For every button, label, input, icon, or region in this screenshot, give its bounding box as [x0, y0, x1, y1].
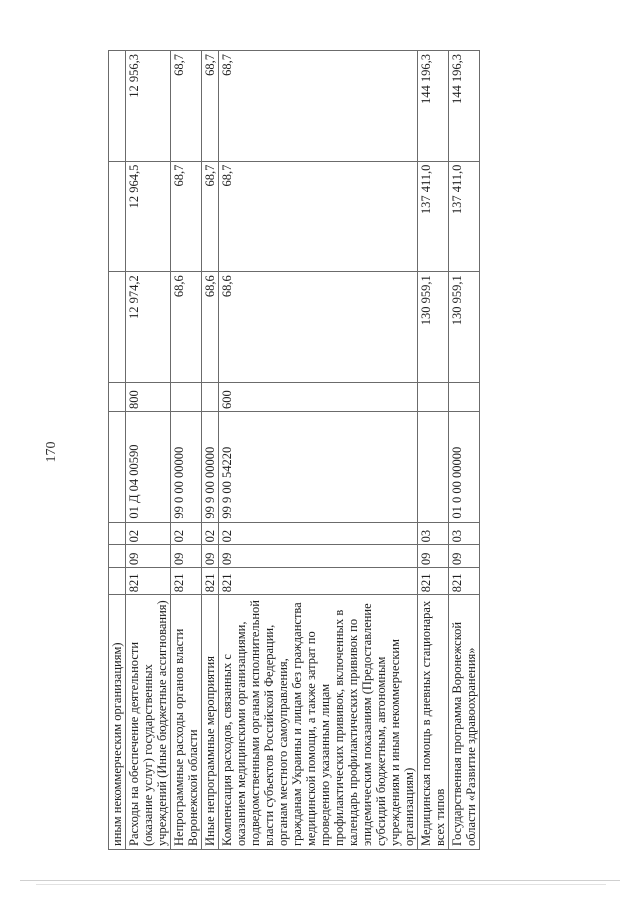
expense-type-cell	[449, 382, 480, 411]
row-name-cell: иным некоммерческим организациям)	[109, 595, 126, 850]
row-name-cell: Расходы на обеспечение деятельности (оказание услуг) государственных учреждений (Иные бюджетные ассигнования)	[126, 595, 171, 850]
target-article-cell	[418, 412, 449, 523]
subsection-code-cell: 02	[171, 522, 202, 545]
scan-edge-line-2	[36, 884, 606, 885]
ministry-code-cell: 821	[418, 568, 449, 595]
amount-year-2-cell: 68,7	[171, 161, 202, 272]
subsection-code-cell: 02	[219, 522, 418, 545]
section-code-cell: 09	[449, 545, 480, 568]
table-row	[418, 51, 449, 850]
amount-year-2-cell: 68,7	[219, 161, 418, 272]
target-article-cell: 01 Д 04 00590	[126, 412, 171, 523]
row-name-cell: Компенсация расходов, связанных с оказанием медицинскими организациями, подведомственными органам исполнительной власти субъектов Российской Федерации, органам местного самоуправления, гражданам Украины и лицам без гражданства медицинской помощи, а также затрат по проведению указанным лицам профилактических прививок, включенных в календарь профилактических прививок по эпидемическим показаниям (Предоставление субсидий бюджетным, автономным учреждениям и иным некоммерческим организациям)	[219, 595, 418, 850]
table-row	[109, 51, 126, 850]
amount-year-2-cell: 68,7	[202, 161, 219, 272]
page-number: 170	[44, 441, 59, 463]
expense-type-cell: 600	[219, 382, 418, 411]
scan-edge-line	[20, 880, 620, 881]
amount-year-1-cell: 68,6	[202, 272, 219, 383]
section-code-cell: 09	[202, 545, 219, 568]
section-code-cell	[109, 545, 126, 568]
target-article-cell: 99 9 00 54220	[219, 412, 418, 523]
subsection-code-cell	[109, 522, 126, 545]
amount-year-1-cell: 12 974,2	[126, 272, 171, 383]
section-code-cell: 09	[418, 545, 449, 568]
section-code-cell: 09	[219, 545, 418, 568]
amount-year-3-cell: 12 956,3	[126, 51, 171, 162]
ministry-code-cell: 821	[126, 568, 171, 595]
section-code-cell: 09	[126, 545, 171, 568]
amount-year-2-cell	[109, 161, 126, 272]
target-article-cell: 99 0 00 00000	[171, 412, 202, 523]
subsection-code-cell: 03	[418, 522, 449, 545]
ministry-code-cell: 821	[219, 568, 418, 595]
target-article-cell: 01 0 00 00000	[449, 412, 480, 523]
expense-type-cell	[202, 382, 219, 411]
expense-type-cell	[171, 382, 202, 411]
amount-year-3-cell: 144 196,3	[449, 51, 480, 162]
target-article-cell	[109, 412, 126, 523]
amount-year-2-cell: 137 411,0	[449, 161, 480, 272]
subsection-code-cell: 03	[449, 522, 480, 545]
amount-year-3-cell: 68,7	[202, 51, 219, 162]
ministry-code-cell	[109, 568, 126, 595]
amount-year-3-cell: 144 196,3	[418, 51, 449, 162]
table-row	[171, 51, 202, 850]
table-row	[126, 51, 171, 850]
subsection-code-cell: 02	[126, 522, 171, 545]
amount-year-3-cell: 68,7	[219, 51, 418, 162]
rotated-table-page	[108, 50, 558, 850]
table-row	[202, 51, 219, 850]
amount-year-2-cell: 12 964,5	[126, 161, 171, 272]
row-name-cell: Непрограммные расходы органов власти Воронежской области	[171, 595, 202, 850]
amount-year-3-cell	[109, 51, 126, 162]
subsection-code-cell: 02	[202, 522, 219, 545]
amount-year-3-cell: 68,7	[171, 51, 202, 162]
ministry-code-cell: 821	[171, 568, 202, 595]
row-name-cell: Иные непрограммные мероприятия	[202, 595, 219, 850]
amount-year-1-cell: 130 959,1	[418, 272, 449, 383]
expense-type-cell	[109, 382, 126, 411]
expense-type-cell: 800	[126, 382, 171, 411]
row-name-cell: Медицинская помощь в дневных стационарах всех типов	[418, 595, 449, 850]
amount-year-1-cell: 68,6	[219, 272, 418, 383]
section-code-cell: 09	[171, 545, 202, 568]
target-article-cell: 99 9 00 00000	[202, 412, 219, 523]
amount-year-2-cell: 137 411,0	[418, 161, 449, 272]
row-name-cell: Государственная программа Воронежской области «Развитие здравоохранения»	[449, 595, 480, 850]
table-row	[449, 51, 480, 850]
amount-year-1-cell	[109, 272, 126, 383]
ministry-code-cell: 821	[449, 568, 480, 595]
table-row	[219, 51, 418, 850]
amount-year-1-cell: 130 959,1	[449, 272, 480, 383]
expense-type-cell	[418, 382, 449, 411]
budget-table	[108, 50, 480, 850]
ministry-code-cell: 821	[202, 568, 219, 595]
amount-year-1-cell: 68,6	[171, 272, 202, 383]
